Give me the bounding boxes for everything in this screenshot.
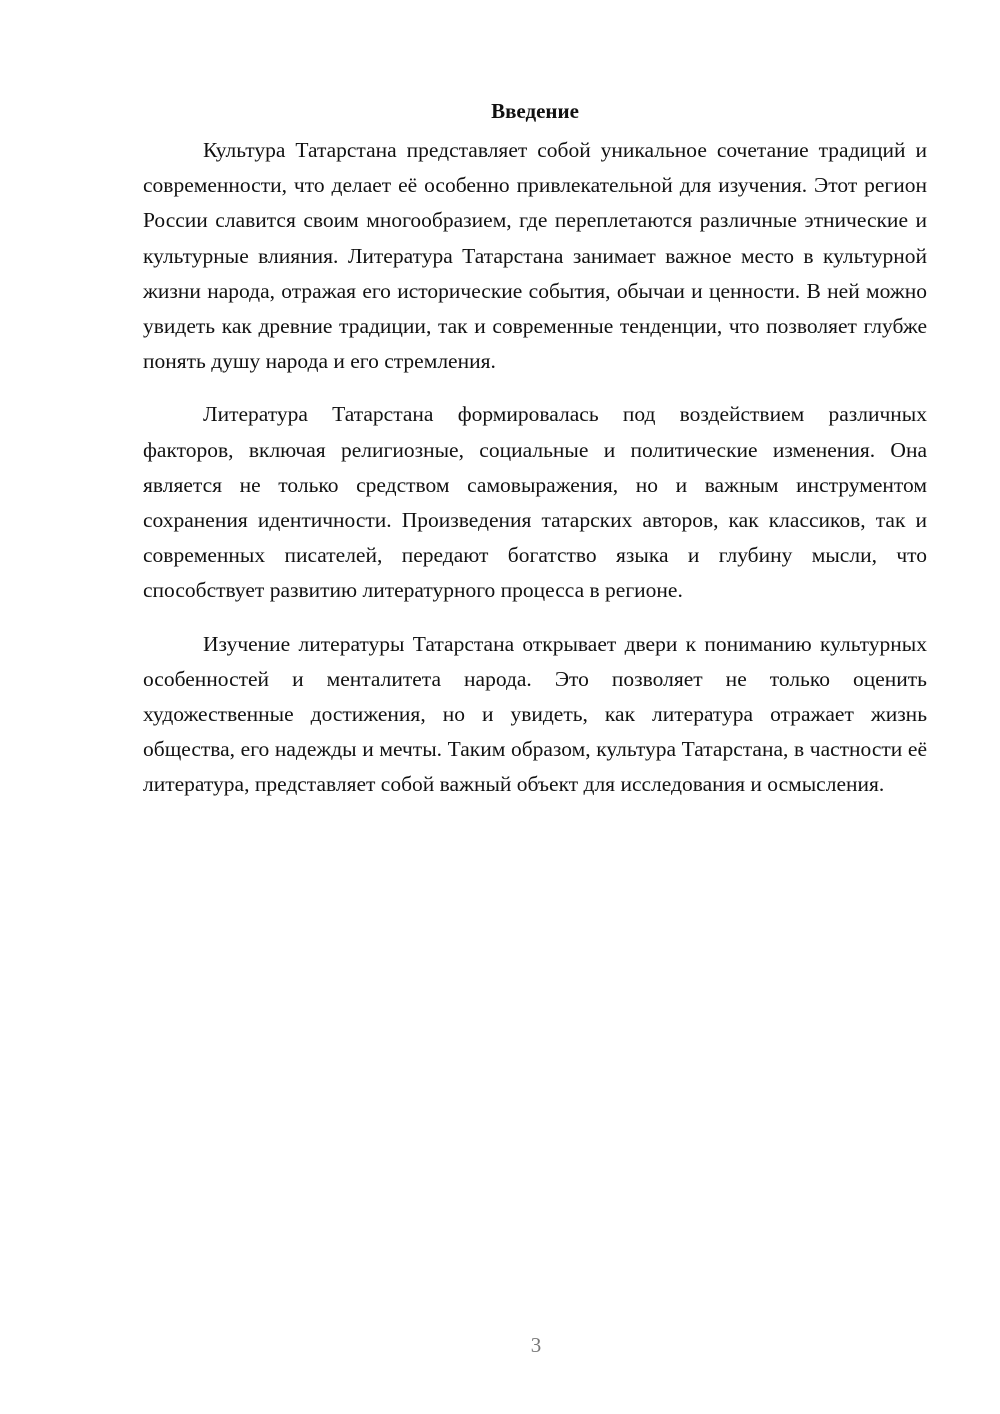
- paragraph-1: Культура Татарстана представляет собой уникальное сочетание традиций и современности, что делает её особенно привлекательной для изучения. Этот регион России славится своим многообразием, где переплетаются различные этнические и культурные влияния. Литература Татарстана занимает важное место в культурной жизни народа, отражая его исторические события, обычаи и ценности. В ней можно увидеть как древние традиции, так и современные тенденции, что позволяет глубже понять душу народа и его стремления.: [143, 138, 927, 374]
- page-content: [143, 96, 927, 821]
- page-number: 3: [530, 1333, 542, 1357]
- paragraph-3: Изучение литературы Татарстана открывает двери к пониманию культурных особенностей и менталитета народа. Это позволяет не только оценить художественные достижения, но и увидеть, как литература отражает жизнь общества, его надежды и мечты. Таким образом, культура Татарстана, в частности её литература, представляет собой важный объект для исследования и осмысления.: [143, 631, 927, 797]
- section-heading: Введение: [491, 99, 579, 123]
- paragraph-2: Литература Татарстана формировалась под воздействием различных факторов, включая религиозные, социальные и политические изменения. Она является не только средством самовыражения, но и важным инструментом сохранения идентичности. Произведения татарских авторов, как классиков, так и современных писателей, передают богатство языка и глубину мысли, что способствует развитию литературного процесса в регионе.: [143, 402, 927, 603]
